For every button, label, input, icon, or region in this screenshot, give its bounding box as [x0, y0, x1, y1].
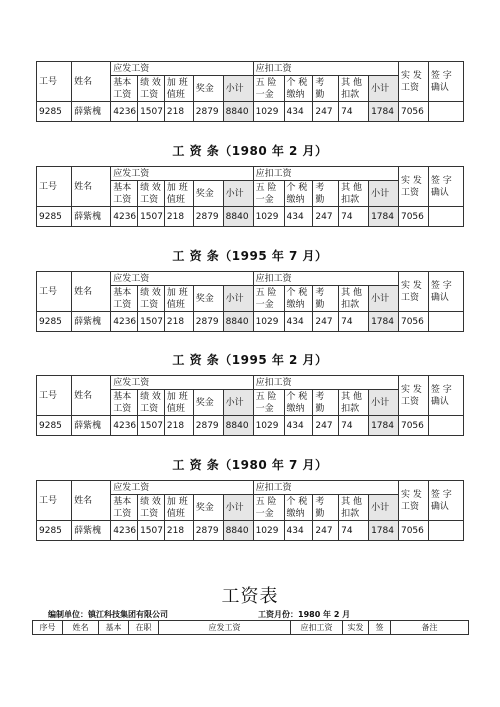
header-yingkou-group: 应扣工资	[253, 272, 398, 286]
header-shifa-bottom: 工资	[400, 292, 419, 303]
header-wuxian	[253, 286, 284, 312]
header-geshui	[284, 390, 313, 416]
header-jiben-top: 基本	[113, 77, 132, 88]
cell-xiaoji2: 1784	[369, 207, 399, 227]
header-jiaban-top: 加 班	[166, 77, 188, 88]
header-gonghao: 工号	[37, 62, 72, 102]
cell-gonghao: 9285	[37, 207, 72, 227]
header-shifa-bottom: 工资	[400, 501, 419, 512]
payslip-title: 工 资 条（1980 年 2 月）	[172, 144, 328, 158]
header-jiangjin: 奖金	[193, 76, 223, 102]
header-qianzi-bottom: 确认	[430, 82, 449, 93]
cell-jiaban: 218	[164, 416, 193, 436]
summary-table	[32, 620, 469, 635]
header-jixiao	[138, 286, 165, 312]
header-kaoqin	[313, 181, 339, 207]
header-yingkou-group: 应扣工资	[253, 167, 398, 181]
header-shifa-bottom: 工资	[400, 187, 419, 198]
header-qianzi-top: 签 字	[430, 384, 452, 395]
cell-wuxian: 1029	[253, 102, 284, 122]
header-xiaoji1: 小计	[223, 390, 253, 416]
cell-xiaoji1: 8840	[223, 312, 253, 332]
header-jixiao-top: 绩 效	[140, 496, 161, 507]
header-gonghao: 工号	[37, 481, 72, 521]
header-shifa-bottom: 工资	[400, 82, 419, 93]
payslip-data-row	[37, 521, 464, 541]
cell-jiaban: 218	[164, 207, 193, 227]
cell-jixiao: 1507	[138, 207, 165, 227]
payslip-data-row	[37, 312, 464, 332]
header-qita-bottom: 扣款	[341, 194, 360, 205]
cell-gonghao: 9285	[37, 416, 72, 436]
header-yingkou-group: 应扣工资	[253, 62, 398, 76]
cell-qianzi	[428, 207, 463, 227]
payslip-data-row	[37, 102, 464, 122]
cell-geshui: 434	[284, 207, 313, 227]
header-qita-top: 其 他	[341, 391, 363, 402]
header-wuxian	[253, 76, 284, 102]
cell-qianzi	[428, 312, 463, 332]
cell-shifa: 7056	[398, 207, 428, 227]
cell-name: 薛紫槐	[72, 312, 111, 332]
header-kaoqin	[313, 76, 339, 102]
header-xiaoji2: 小计	[369, 76, 399, 102]
payslip-title: 工 资 条（1980 年 7 月）	[172, 458, 328, 472]
header-qianzi-top: 签 字	[430, 489, 452, 500]
header-shifa-bottom: 工资	[400, 396, 419, 407]
cell-qianzi	[428, 102, 463, 122]
payslip-table	[36, 480, 464, 541]
header-xiaoji1: 小计	[223, 495, 253, 521]
header-qianzi	[428, 62, 463, 102]
header-jiben	[111, 286, 138, 312]
header-jiangjin: 奖金	[193, 286, 223, 312]
header-qita-bottom: 扣款	[341, 508, 360, 519]
header-shifa	[398, 167, 428, 207]
header-wuxian-top: 五 险	[255, 182, 277, 193]
cell-xiaoji2: 1784	[369, 416, 399, 436]
header-kaoqin-top: 考	[315, 77, 325, 88]
cell-jixiao: 1507	[138, 521, 165, 541]
header-wuxian	[253, 390, 284, 416]
header-jiben-top: 基本	[113, 182, 132, 193]
header-gonghao: 工号	[37, 272, 72, 312]
cell-xiaoji1: 8840	[223, 207, 253, 227]
header-kaoqin-bottom: 勤	[315, 89, 325, 100]
header-qita-bottom: 扣款	[341, 89, 360, 100]
header-yingfa-group: 应发工资	[111, 62, 253, 76]
cell-jiben: 4236	[111, 521, 138, 541]
header-qianzi	[428, 167, 463, 207]
header-kaoqin-bottom: 勤	[315, 299, 325, 310]
cell-jiben: 4236	[111, 416, 138, 436]
header-qita-top: 其 他	[341, 287, 363, 298]
cell-shifa: 7056	[398, 102, 428, 122]
cell-jiben: 4236	[111, 312, 138, 332]
header-geshui	[284, 76, 313, 102]
cell-xiaoji2: 1784	[369, 102, 399, 122]
header-gonghao: 工号	[37, 376, 72, 416]
header-qianzi	[428, 481, 463, 521]
header-wuxian-top: 五 险	[255, 391, 277, 402]
header-wuxian-bottom: 一金	[255, 194, 274, 205]
header-name: 姓名	[72, 272, 111, 312]
summary-col-onjob: 在职	[129, 621, 159, 635]
header-shifa-top: 实 发	[400, 70, 422, 81]
header-kaoqin-bottom: 勤	[315, 508, 325, 519]
header-yingfa-group: 应发工资	[111, 272, 253, 286]
header-jiangjin: 奖金	[193, 390, 223, 416]
header-xiaoji1: 小计	[223, 181, 253, 207]
header-qianzi-bottom: 确认	[430, 396, 449, 407]
header-geshui-top: 个 税	[286, 496, 308, 507]
header-wuxian-top: 五 险	[255, 77, 277, 88]
payslip-header-row-1	[37, 167, 464, 181]
payslip-table	[36, 166, 464, 227]
header-jixiao	[138, 390, 165, 416]
header-gonghao: 工号	[37, 167, 72, 207]
cell-qita: 74	[339, 521, 369, 541]
header-xiaoji2: 小计	[369, 390, 399, 416]
payslip-title: 工 资 条（1995 年 2 月）	[172, 353, 328, 367]
header-jiben-top: 基本	[113, 496, 132, 507]
header-wuxian-bottom: 一金	[255, 299, 274, 310]
header-geshui-bottom: 缴纳	[286, 89, 305, 100]
header-qita	[339, 495, 369, 521]
header-geshui-top: 个 税	[286, 182, 308, 193]
header-xiaoji2: 小计	[369, 286, 399, 312]
header-wuxian-bottom: 一金	[255, 508, 274, 519]
cell-jiben: 4236	[111, 102, 138, 122]
cell-geshui: 434	[284, 521, 313, 541]
header-geshui-top: 个 税	[286, 391, 308, 402]
header-jixiao-top: 绩 效	[140, 77, 161, 88]
header-kaoqin-top: 考	[315, 391, 325, 402]
cell-qita: 74	[339, 207, 369, 227]
header-geshui-bottom: 缴纳	[286, 508, 305, 519]
cell-name: 薛紫槐	[72, 102, 111, 122]
header-jiben	[111, 390, 138, 416]
header-shifa	[398, 481, 428, 521]
cell-jiangjin: 2879	[193, 207, 223, 227]
header-jiaban-top: 加 班	[166, 496, 188, 507]
header-geshui-bottom: 缴纳	[286, 299, 305, 310]
header-kaoqin-top: 考	[315, 287, 325, 298]
cell-jixiao: 1507	[138, 312, 165, 332]
cell-kaoqin: 247	[313, 312, 339, 332]
header-name: 姓名	[72, 481, 111, 521]
header-yingkou-group: 应扣工资	[253, 376, 398, 390]
cell-qianzi	[428, 416, 463, 436]
header-xiaoji2: 小计	[369, 181, 399, 207]
header-jiaban-bottom: 值班	[166, 194, 185, 205]
header-xiaoji2: 小计	[369, 495, 399, 521]
payslip-header-row-1	[37, 62, 464, 76]
unit-label: 编制单位：	[48, 610, 88, 619]
cell-kaoqin: 247	[313, 521, 339, 541]
header-jiaban-bottom: 值班	[166, 299, 185, 310]
header-shifa	[398, 272, 428, 312]
header-qita	[339, 181, 369, 207]
month-info	[258, 609, 350, 620]
header-shifa	[398, 376, 428, 416]
payslip-data-row	[37, 207, 464, 227]
header-jiaban	[164, 286, 193, 312]
cell-wuxian: 1029	[253, 521, 284, 541]
payslip-header-row-1	[37, 376, 464, 390]
cell-wuxian: 1029	[253, 416, 284, 436]
header-jiben-top: 基本	[113, 391, 132, 402]
header-jiben-bottom: 工资	[113, 508, 132, 519]
header-xiaoji1: 小计	[223, 76, 253, 102]
header-jixiao	[138, 495, 165, 521]
header-kaoqin	[313, 390, 339, 416]
header-yingfa-group: 应发工资	[111, 376, 253, 390]
summary-col-basic: 基本	[99, 621, 129, 635]
header-jiaban-bottom: 值班	[166, 89, 185, 100]
header-jiaban	[164, 390, 193, 416]
header-geshui-bottom: 缴纳	[286, 194, 305, 205]
cell-xiaoji1: 8840	[223, 416, 253, 436]
header-jixiao-bottom: 工资	[140, 403, 159, 414]
header-qita-top: 其 他	[341, 182, 363, 193]
header-jiangjin: 奖金	[193, 181, 223, 207]
header-qianzi	[428, 272, 463, 312]
unit-info	[48, 609, 168, 620]
header-wuxian-bottom: 一金	[255, 403, 274, 414]
summary-col-name: 姓名	[63, 621, 99, 635]
header-jiben-bottom: 工资	[113, 299, 132, 310]
header-yingkou-group: 应扣工资	[253, 481, 398, 495]
header-shifa-top: 实 发	[400, 489, 422, 500]
header-wuxian	[253, 495, 284, 521]
summary-header-row	[33, 621, 469, 635]
cell-qianzi	[428, 521, 463, 541]
header-jiangjin: 奖金	[193, 495, 223, 521]
header-jixiao-bottom: 工资	[140, 299, 159, 310]
header-qianzi-bottom: 确认	[430, 501, 449, 512]
cell-xiaoji2: 1784	[369, 312, 399, 332]
header-jiaban	[164, 76, 193, 102]
cell-qita: 74	[339, 312, 369, 332]
cell-name: 薛紫槐	[72, 207, 111, 227]
header-geshui-top: 个 税	[286, 77, 308, 88]
header-jiaban	[164, 181, 193, 207]
header-jiaban-top: 加 班	[166, 391, 188, 402]
header-kaoqin-top: 考	[315, 182, 325, 193]
cell-gonghao: 9285	[37, 521, 72, 541]
cell-wuxian: 1029	[253, 207, 284, 227]
header-wuxian-top: 五 险	[255, 496, 277, 507]
header-geshui-top: 个 税	[286, 287, 308, 298]
cell-shifa: 7056	[398, 521, 428, 541]
header-jixiao	[138, 76, 165, 102]
header-jiben-bottom: 工资	[113, 194, 132, 205]
header-jiben	[111, 495, 138, 521]
header-name: 姓名	[72, 167, 111, 207]
header-qianzi-top: 签 字	[430, 280, 452, 291]
cell-wuxian: 1029	[253, 312, 284, 332]
header-geshui-bottom: 缴纳	[286, 403, 305, 414]
header-jiben-bottom: 工资	[113, 89, 132, 100]
header-qita-top: 其 他	[341, 496, 363, 507]
header-qita	[339, 286, 369, 312]
header-jixiao-bottom: 工资	[140, 194, 159, 205]
summary-col-sign: 签	[369, 621, 391, 635]
cell-jiangjin: 2879	[193, 102, 223, 122]
cell-kaoqin: 247	[313, 207, 339, 227]
header-qianzi-top: 签 字	[430, 70, 452, 81]
header-geshui	[284, 286, 313, 312]
header-qianzi-top: 签 字	[430, 175, 452, 186]
payslip-title: 工 资 条（1995 年 7 月）	[172, 249, 328, 263]
header-jixiao	[138, 181, 165, 207]
payslip-table	[36, 375, 464, 436]
cell-kaoqin: 247	[313, 416, 339, 436]
header-kaoqin	[313, 495, 339, 521]
header-qita-top: 其 他	[341, 77, 363, 88]
header-jiaban-bottom: 值班	[166, 403, 185, 414]
header-wuxian-bottom: 一金	[255, 89, 274, 100]
header-qita	[339, 390, 369, 416]
header-name: 姓名	[72, 62, 111, 102]
payslip-table	[36, 271, 464, 332]
header-geshui	[284, 181, 313, 207]
cell-geshui: 434	[284, 102, 313, 122]
cell-jiaban: 218	[164, 312, 193, 332]
cell-gonghao: 9285	[37, 312, 72, 332]
header-shifa	[398, 62, 428, 102]
summary-col-remark: 备注	[391, 621, 469, 635]
header-qianzi-bottom: 确认	[430, 187, 449, 198]
payslip-header-row-1	[37, 481, 464, 495]
cell-jiaban: 218	[164, 521, 193, 541]
header-shifa-top: 实 发	[400, 384, 422, 395]
month-label: 工资月份：	[258, 610, 298, 619]
summary-col-gross: 应发工资	[159, 621, 291, 635]
header-qita-bottom: 扣款	[341, 299, 360, 310]
header-jiben	[111, 181, 138, 207]
cell-jiangjin: 2879	[193, 521, 223, 541]
header-wuxian-top: 五 险	[255, 287, 277, 298]
header-jiaban	[164, 495, 193, 521]
cell-gonghao: 9285	[37, 102, 72, 122]
header-yingfa-group: 应发工资	[111, 167, 253, 181]
month-value: 1980 年 2 月	[298, 610, 351, 619]
cell-xiaoji1: 8840	[223, 521, 253, 541]
payslip-table	[36, 61, 464, 122]
cell-shifa: 7056	[398, 312, 428, 332]
header-jixiao-top: 绩 效	[140, 287, 161, 298]
cell-xiaoji2: 1784	[369, 521, 399, 541]
cell-geshui: 434	[284, 416, 313, 436]
header-kaoqin-bottom: 勤	[315, 194, 325, 205]
header-kaoqin-top: 考	[315, 496, 325, 507]
payslip-data-row	[37, 416, 464, 436]
header-yingfa-group: 应发工资	[111, 481, 253, 495]
cell-qita: 74	[339, 102, 369, 122]
header-qita-bottom: 扣款	[341, 403, 360, 414]
summary-col-index: 序号	[33, 621, 63, 635]
summary-col-net: 实发	[343, 621, 369, 635]
cell-name: 薛紫槐	[72, 416, 111, 436]
header-xiaoji1: 小计	[223, 286, 253, 312]
header-jiaban-bottom: 值班	[166, 508, 185, 519]
header-shifa-top: 实 发	[400, 175, 422, 186]
cell-shifa: 7056	[398, 416, 428, 436]
cell-kaoqin: 247	[313, 102, 339, 122]
header-name: 姓名	[72, 376, 111, 416]
cell-jiben: 4236	[111, 207, 138, 227]
header-qianzi-bottom: 确认	[430, 292, 449, 303]
header-shifa-top: 实 发	[400, 280, 422, 291]
cell-name: 薛紫槐	[72, 521, 111, 541]
cell-jiaban: 218	[164, 102, 193, 122]
cell-jixiao: 1507	[138, 102, 165, 122]
unit-value: 镇江科技集团有限公司	[88, 610, 168, 619]
cell-qita: 74	[339, 416, 369, 436]
header-geshui	[284, 495, 313, 521]
header-jixiao-top: 绩 效	[140, 182, 161, 193]
header-jixiao-top: 绩 效	[140, 391, 161, 402]
header-wuxian	[253, 181, 284, 207]
summary-title: 工资表	[221, 586, 279, 607]
header-qita	[339, 76, 369, 102]
header-jiben	[111, 76, 138, 102]
header-kaoqin	[313, 286, 339, 312]
cell-jiangjin: 2879	[193, 416, 223, 436]
header-jiben-bottom: 工资	[113, 403, 132, 414]
payslip-header-row-1	[37, 272, 464, 286]
header-jixiao-bottom: 工资	[140, 508, 159, 519]
summary-col-deduct: 应扣工资	[291, 621, 343, 635]
cell-jiangjin: 2879	[193, 312, 223, 332]
header-qianzi	[428, 376, 463, 416]
cell-geshui: 434	[284, 312, 313, 332]
cell-jixiao: 1507	[138, 416, 165, 436]
header-kaoqin-bottom: 勤	[315, 403, 325, 414]
header-jixiao-bottom: 工资	[140, 89, 159, 100]
cell-xiaoji1: 8840	[223, 102, 253, 122]
header-jiaban-top: 加 班	[166, 287, 188, 298]
header-jiaban-top: 加 班	[166, 182, 188, 193]
header-jiben-top: 基本	[113, 287, 132, 298]
